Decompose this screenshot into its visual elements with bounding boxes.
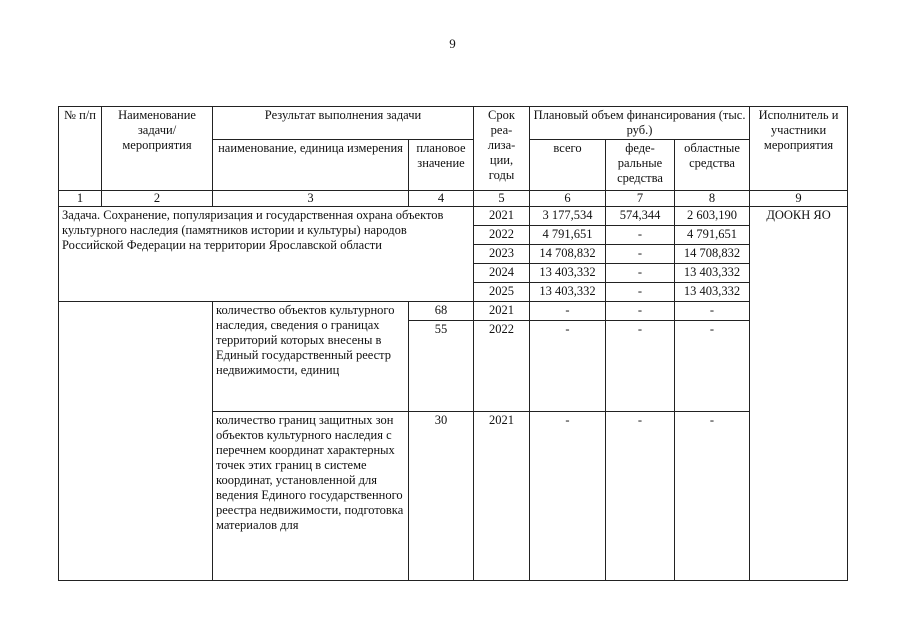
task-total: 4 791,651 [530,226,606,245]
indicator-federal: - [606,321,675,412]
header-executor: Исполнитель и участники мероприятия [750,107,848,191]
task-federal: - [606,226,675,245]
header-federal: феде- ральные средства [606,140,675,191]
header-result-group: Результат выполнения задачи [213,107,474,140]
task-year: 2021 [474,207,530,226]
column-number: 4 [409,191,474,207]
task-regional: 13 403,332 [675,283,750,302]
indicator-year: 2022 [474,321,530,412]
indicator-empty-cell [59,302,213,581]
task-year: 2024 [474,264,530,283]
task-total: 3 177,534 [530,207,606,226]
task-federal: 574,344 [606,207,675,226]
task-total: 13 403,332 [530,264,606,283]
indicator-regional: - [675,302,750,321]
column-number: 9 [750,191,848,207]
column-number: 6 [530,191,606,207]
indicator-federal: - [606,412,675,581]
page-number: 9 [449,36,456,51]
task-federal: - [606,283,675,302]
indicator-name: количество границ защитных зон объектов культурного наследия с перечнем координат характерных точек этих границ в системе координат, установленной для ведения Единого государственного реестра недвижимости, подготовка материалов для [213,412,409,581]
indicator-row [59,302,848,321]
indicator-name: количество объектов культурного наследия, сведения о границах территорий которых внесены в Единый государственный реестр недвижимости, единиц [213,302,409,412]
header-task-name: Наименование задачи/ мероприятия [102,107,213,191]
task-description: Задача. Сохранение, популяризация и государственная охрана объектов культурного наследия (памятников истории и культуры) народов Российской Федерации на территории Ярославской области [59,207,474,302]
column-number: 7 [606,191,675,207]
column-number: 5 [474,191,530,207]
task-regional: 13 403,332 [675,264,750,283]
column-number: 8 [675,191,750,207]
indicator-value: 55 [409,321,474,412]
column-number-row [59,191,848,207]
indicator-regional: - [675,412,750,581]
task-total: 14 708,832 [530,245,606,264]
indicator-federal: - [606,302,675,321]
header-financing-group: Плановый объем финансирования (тыс. руб.) [530,107,750,140]
task-federal: - [606,245,675,264]
header-term: Срок реа- лиза- ции, годы [474,107,530,191]
indicator-total: - [530,302,606,321]
task-regional: 4 791,651 [675,226,750,245]
task-regional: 2 603,190 [675,207,750,226]
task-year: 2022 [474,226,530,245]
task-total: 13 403,332 [530,283,606,302]
indicator-value: 68 [409,302,474,321]
header-result-name: наименование, единица измерения [213,140,409,191]
task-regional: 14 708,832 [675,245,750,264]
indicator-total: - [530,321,606,412]
task-executor: ДООКН ЯО [750,207,848,581]
task-row [59,207,848,226]
indicator-year: 2021 [474,412,530,581]
header-total: всего [530,140,606,191]
column-number: 3 [213,191,409,207]
column-number: 2 [102,191,213,207]
column-number: 1 [59,191,102,207]
header-planned-value: плановое значение [409,140,474,191]
task-year: 2025 [474,283,530,302]
task-year: 2023 [474,245,530,264]
indicator-regional: - [675,321,750,412]
header-regional: областные средства [675,140,750,191]
financing-plan-table [58,106,848,581]
header-number: № п/п [59,107,102,191]
indicator-value: 30 [409,412,474,581]
indicator-total: - [530,412,606,581]
indicator-year: 2021 [474,302,530,321]
task-federal: - [606,264,675,283]
